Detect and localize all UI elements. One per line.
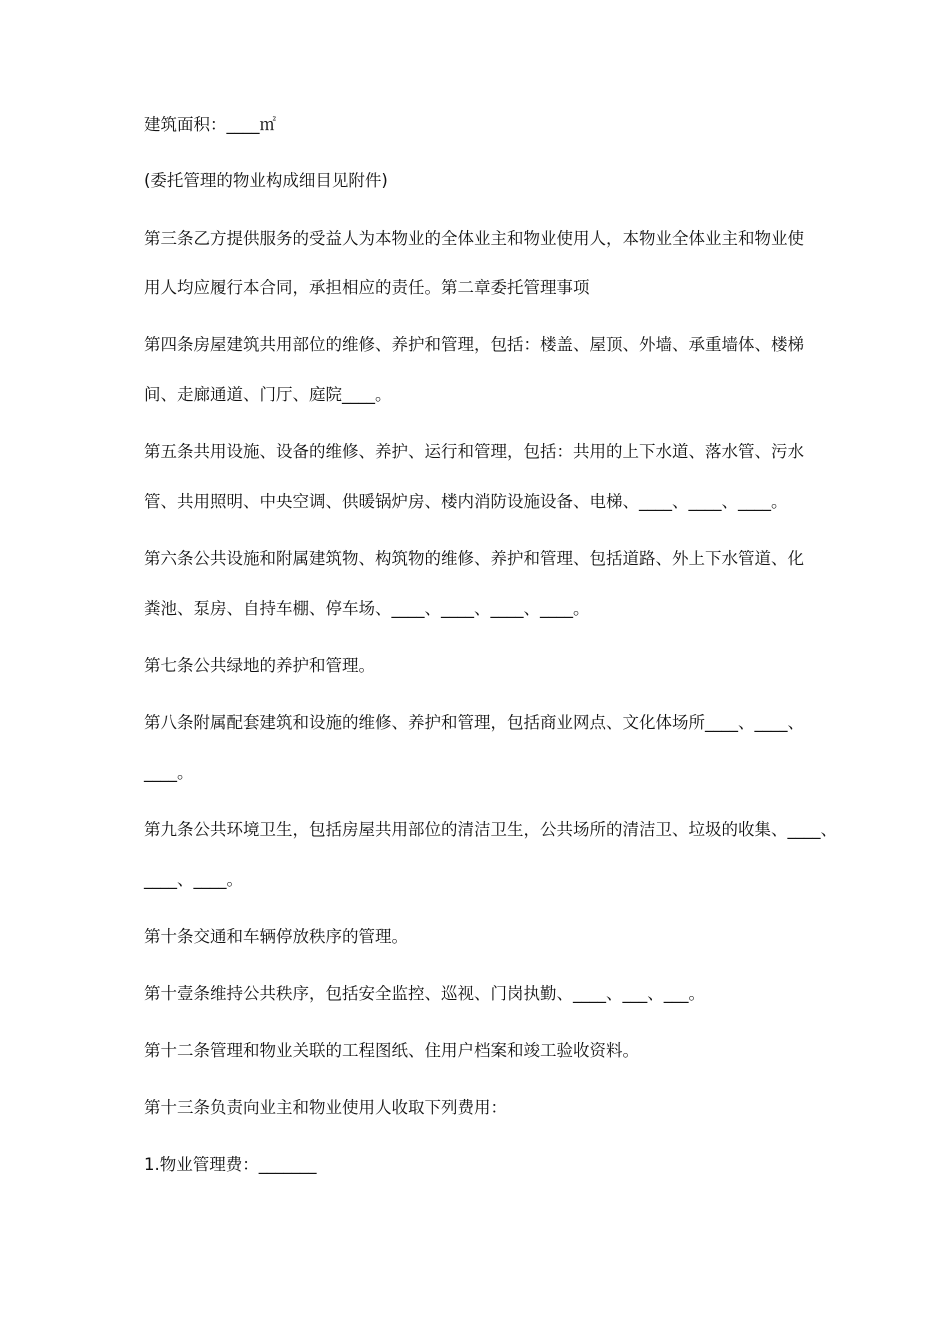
text-line: 粪池、泵房、自持车棚、停车场、____、____、____、____。 bbox=[144, 599, 590, 618]
text-line: 第三条乙方提供服务的受益人为本物业的全体业主和物业使用人，本物业全体业主和物业使 bbox=[144, 229, 804, 248]
text-line: 用人均应履行本合同，承担相应的责任。第二章委托管理事项 bbox=[144, 278, 590, 297]
text-line: 第九条公共环境卫生，包括房屋共用部位的清洁卫生，公共场所的清洁卫、垃圾的收集、____、 bbox=[144, 820, 837, 839]
text-line: 第十二条管理和物业关联的工程图纸、住用户档案和竣工验收资料。 bbox=[144, 1041, 639, 1060]
text-line: 1.物业管理费：_______ bbox=[144, 1155, 317, 1174]
text-line: 建筑面积：____㎡ bbox=[144, 115, 276, 134]
text-line: 管、共用照明、中央空调、供暖锅炉房、楼内消防设施设备、电梯、____、____、____。 bbox=[144, 492, 788, 511]
text-line: 第十壹条维持公共秩序，包括安全监控、巡视、门岗执勤、____、___、___。 bbox=[144, 984, 705, 1003]
text-line: 第五条共用设施、设备的维修、养护、运行和管理，包括：共用的上下水道、落水管、污水 bbox=[144, 442, 804, 461]
text-line: 第四条房屋建筑共用部位的维修、养护和管理，包括：楼盖、屋顶、外墙、承重墙体、楼梯 bbox=[144, 335, 804, 354]
text-line: 第十条交通和车辆停放秩序的管理。 bbox=[144, 927, 408, 946]
text-line: 第七条公共绿地的养护和管理。 bbox=[144, 656, 375, 675]
text-line: 间、走廊通道、门厅、庭院____。 bbox=[144, 385, 392, 404]
text-line: ____。 bbox=[144, 763, 194, 782]
text-line: 第八条附属配套建筑和设施的维修、养护和管理，包括商业网点、文化体场所____、____、 bbox=[144, 713, 804, 732]
text-line: 第六条公共设施和附属建筑物、构筑物的维修、养护和管理、包括道路、外上下水管道、化 bbox=[144, 549, 804, 568]
text-line: ____、____。 bbox=[144, 870, 243, 889]
text-line: (委托管理的物业构成细目见附件) bbox=[144, 171, 388, 190]
text-line: 第十三条负责向业主和物业使用人收取下列费用： bbox=[144, 1098, 507, 1117]
